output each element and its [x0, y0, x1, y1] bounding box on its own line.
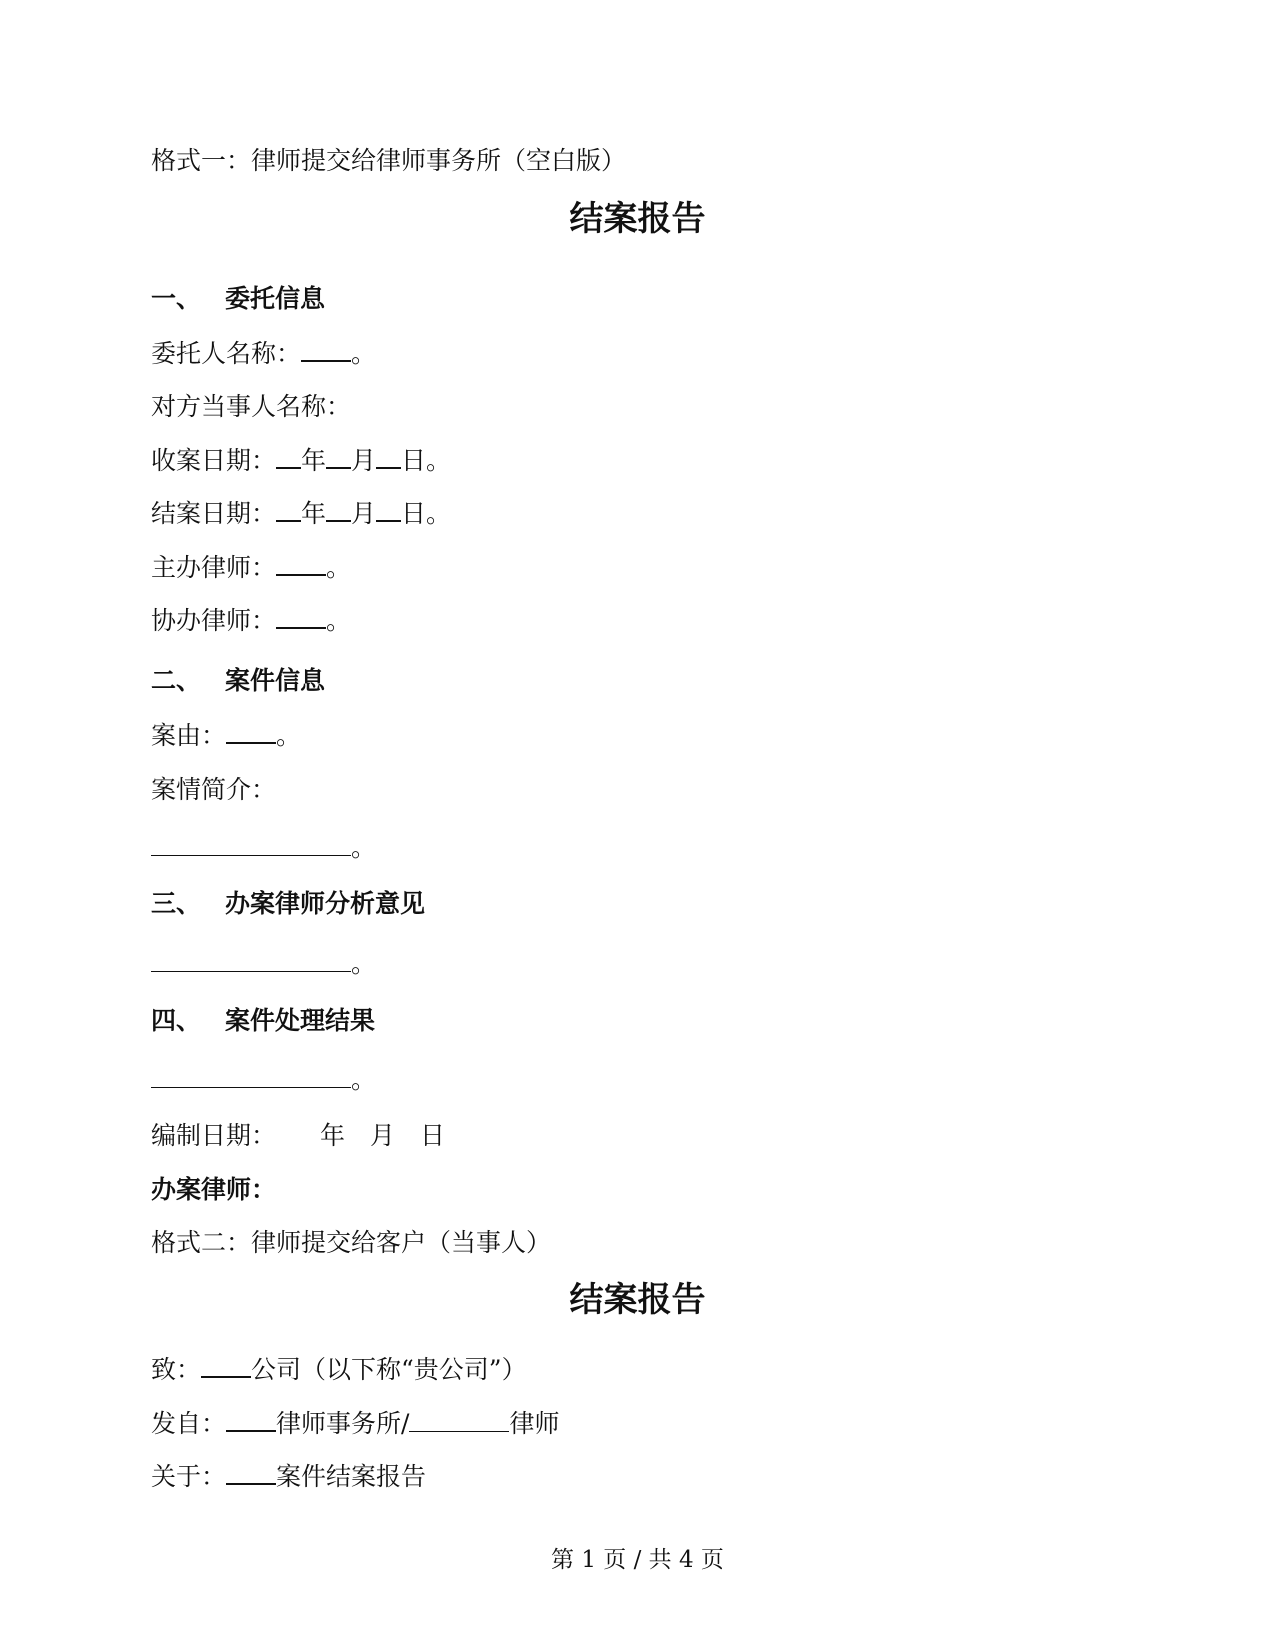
to-company-blank[interactable] [201, 1354, 251, 1378]
period: 。 [351, 1065, 377, 1094]
case-summary-label: 案情简介： [151, 775, 277, 804]
year-unit: 年 [301, 499, 327, 528]
opponent-name-line [151, 391, 351, 423]
compile-day: 日 [420, 1121, 446, 1150]
assist-lawyer-line [151, 605, 351, 637]
lead-lawyer-blank[interactable] [276, 552, 326, 576]
year-unit: 年 [301, 446, 327, 475]
compile-year: 年 [320, 1121, 346, 1150]
from-lawyer-blank[interactable] [409, 1409, 509, 1432]
to-suffix: 公司（以下称“贵公司”） [251, 1355, 527, 1384]
month-unit: 月 [351, 499, 377, 528]
assist-lawyer-blank[interactable] [276, 605, 326, 629]
from-firm-blank[interactable] [226, 1408, 276, 1432]
period: 。 [351, 833, 377, 862]
client-name-blank[interactable] [301, 338, 351, 362]
analysis-blank-line [151, 948, 376, 980]
opponent-name-label: 对方当事人名称： [151, 392, 352, 421]
section1-heading [151, 283, 325, 315]
lead-lawyer-line [151, 552, 351, 584]
close-date-line [151, 498, 451, 530]
period: 。 [326, 606, 352, 635]
day-unit: 日。 [401, 446, 452, 475]
period: 。 [351, 339, 377, 368]
section2-heading [151, 665, 325, 697]
period: 。 [276, 721, 302, 750]
receive-day-blank[interactable] [376, 445, 401, 469]
case-summary-label-line [151, 774, 276, 806]
case-cause-label: 案由： [151, 721, 227, 750]
to-label: 致： [151, 1355, 202, 1384]
case-summary-blank[interactable] [151, 833, 351, 856]
from-mid: 律师事务所/ [276, 1409, 410, 1438]
analysis-blank[interactable] [151, 949, 351, 972]
section2-num: 二、 [151, 666, 202, 695]
day-unit: 日。 [401, 499, 452, 528]
about-line [151, 1461, 426, 1493]
close-date-label: 结案日期： [151, 499, 277, 528]
compile-date-label: 编制日期： [151, 1121, 277, 1150]
close-day-blank[interactable] [376, 498, 401, 522]
section1-title: 委托信息 [225, 284, 326, 313]
case-summary-blank-line [151, 832, 376, 864]
page-footer: 第 1 页 / 共 4 页 [551, 1547, 724, 1573]
case-cause-line [151, 720, 301, 752]
from-label: 发自： [151, 1409, 227, 1438]
section1-num: 一、 [151, 284, 202, 313]
period: 。 [326, 553, 352, 582]
section4-title: 案件处理结果 [225, 1006, 376, 1035]
handling-lawyer-label: 办案律师： [151, 1175, 277, 1204]
section3-num: 三、 [151, 889, 202, 918]
receive-month-blank[interactable] [326, 445, 351, 469]
about-suffix: 案件结案报告 [276, 1462, 427, 1491]
assist-lawyer-label: 协办律师： [151, 606, 277, 635]
receive-date-line [151, 445, 451, 477]
about-label: 关于： [151, 1462, 227, 1491]
receive-date-label: 收案日期： [151, 446, 277, 475]
from-line [151, 1408, 559, 1440]
from-suffix: 律师 [509, 1409, 560, 1438]
format2-label: 格式二：律师提交给客户（当事人） [151, 1228, 552, 1257]
period: 。 [351, 949, 377, 978]
section3-heading [151, 888, 425, 920]
report-title-2: 结案报告 [569, 1280, 706, 1320]
section2-title: 案件信息 [225, 666, 326, 695]
result-blank[interactable] [151, 1065, 351, 1088]
close-month-blank[interactable] [326, 498, 351, 522]
format1-label: 格式一：律师提交给律师事务所（空白版） [151, 146, 627, 175]
close-year-blank[interactable] [276, 498, 301, 522]
result-blank-line [151, 1064, 376, 1096]
report-title-1: 结案报告 [569, 199, 706, 239]
client-name-label: 委托人名称： [151, 339, 302, 368]
handling-lawyer-line [151, 1174, 276, 1206]
section3-title: 办案律师分析意见 [225, 889, 426, 918]
compile-date-line [151, 1120, 445, 1152]
compile-month: 月 [370, 1121, 396, 1150]
lead-lawyer-label: 主办律师： [151, 553, 277, 582]
to-line [151, 1354, 527, 1386]
case-cause-blank[interactable] [226, 720, 276, 744]
section4-heading [151, 1005, 375, 1037]
month-unit: 月 [351, 446, 377, 475]
receive-year-blank[interactable] [276, 445, 301, 469]
section4-num: 四、 [151, 1006, 202, 1035]
client-name-line [151, 338, 376, 370]
about-case-blank[interactable] [226, 1461, 276, 1485]
